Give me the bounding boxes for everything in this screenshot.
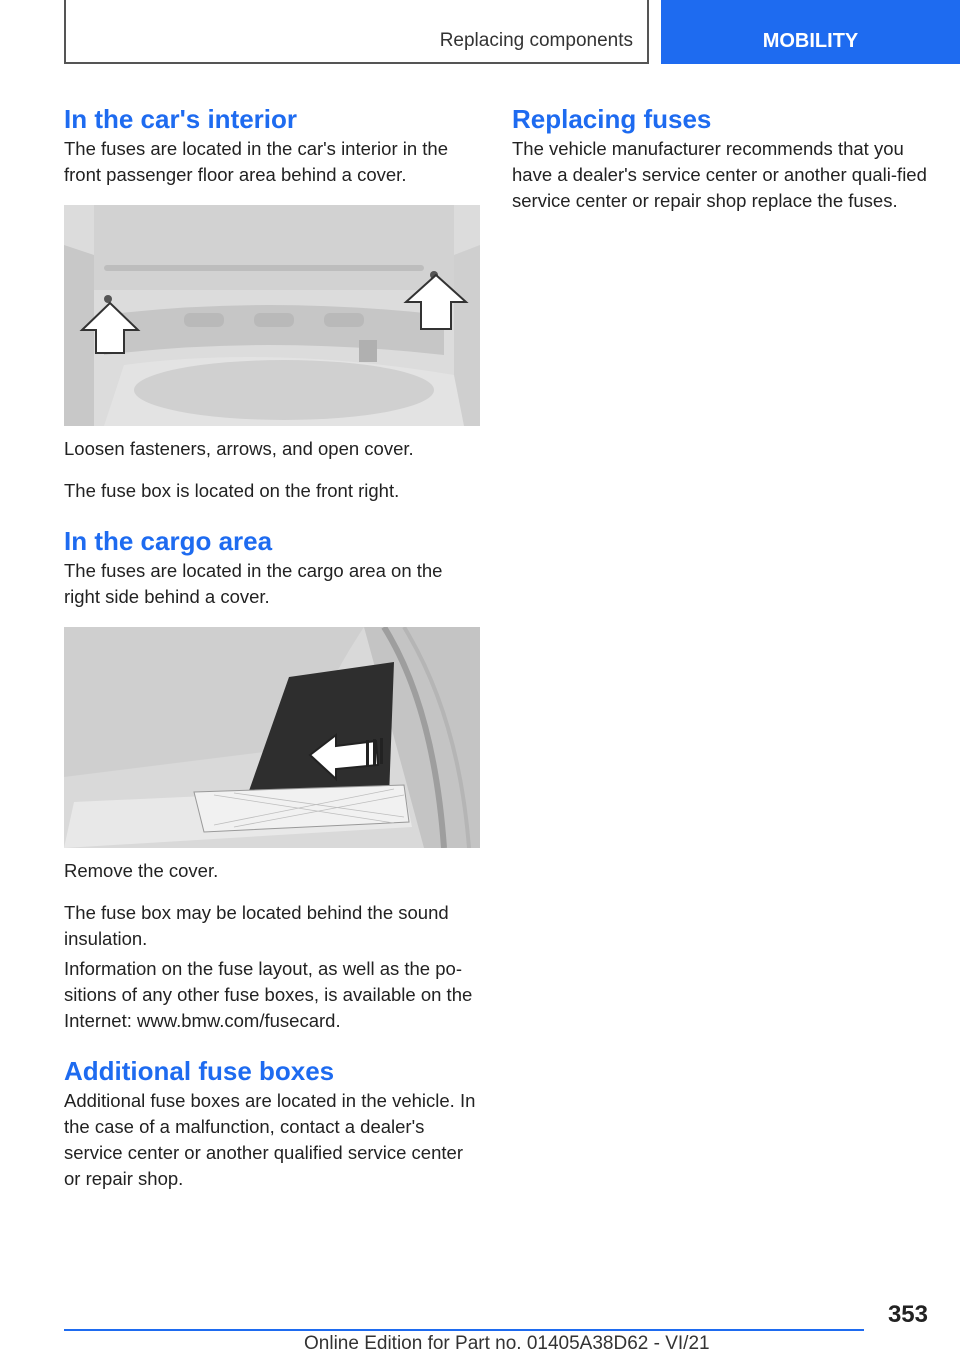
heading-cargo-area: In the cargo area	[64, 526, 273, 556]
paragraph-sound-insulation: The fuse box may be located behind the sound insulation.	[64, 902, 449, 949]
header-section-title: Replacing components	[439, 30, 633, 51]
heading-cars-interior: In the car's interior	[64, 104, 298, 134]
page-number: 353	[887, 1301, 928, 1328]
figure-cargo-cover	[64, 627, 480, 848]
paragraph-fuse-layout-info: Information on the fuse layout, as well as the po-sitions of any other fuse boxes, is available on the Internet: www.bmw.com/fusecard.	[64, 958, 473, 1031]
paragraph-replacing-fuses: The vehicle manufacturer recommends that you have a dealer's service center or another quali-fied service center or repair shop replace the fuses.	[512, 138, 927, 211]
left-column	[64, 102, 480, 1192]
figure-interior-cover	[64, 205, 480, 426]
paragraph-fuse-box-front-right: The fuse box is located on the front right.	[64, 480, 400, 501]
footer-edition: Online Edition for Part no. 01405A38D62 - VI/21	[304, 1333, 710, 1354]
paragraph-additional-fuse-boxes: Additional fuse boxes are located in the vehicle. In the case of a malfunction, contact a dealer's service center or another qualified service center or repair shop.	[64, 1090, 476, 1189]
caption-remove-cover: Remove the cover.	[64, 860, 219, 881]
header-tab-mobility	[661, 0, 960, 64]
footer-divider	[64, 1329, 864, 1331]
caption-loosen-fasteners: Loosen fasteners, arrows, and open cover.	[64, 438, 414, 459]
heading-additional-fuse-boxes: Additional fuse boxes	[64, 1056, 335, 1086]
header-bar	[64, 0, 649, 64]
heading-replacing-fuses: Replacing fuses	[512, 104, 712, 134]
paragraph-interior-location: The fuses are located in the car's interior in the front passenger floor area behind a cover.	[64, 138, 449, 185]
header-tab-label: MOBILITY	[762, 29, 859, 52]
paragraph-cargo-location: The fuses are located in the cargo area on the right side behind a cover.	[64, 560, 443, 607]
right-column	[512, 102, 928, 214]
